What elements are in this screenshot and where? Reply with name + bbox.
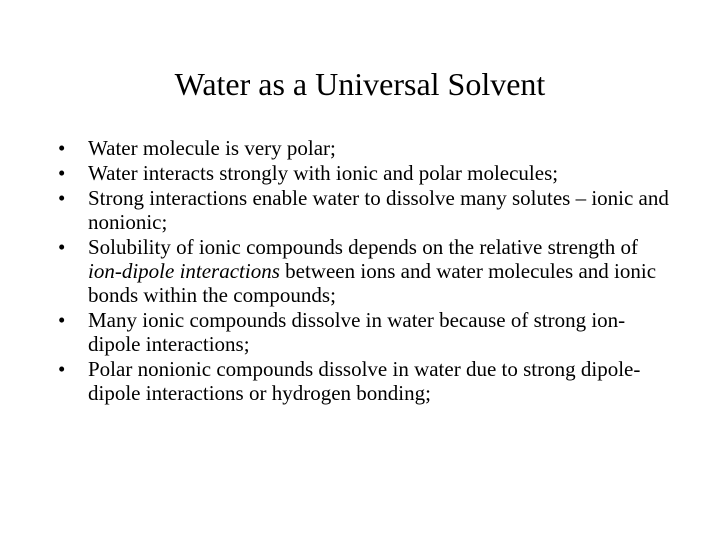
bullet-text: Solubility of ionic compounds depends on the relative strength of bbox=[88, 235, 638, 259]
bullet-text: Water interacts strongly with ionic and polar molecules; bbox=[88, 161, 559, 185]
bullet-item bbox=[56, 186, 676, 234]
bullet-list bbox=[56, 136, 676, 406]
bullet-text: Polar nonionic compounds dissolve in water due to strong dipole-dipole interactions or hydrogen bonding; bbox=[88, 357, 641, 405]
bullet-marker: • bbox=[58, 357, 66, 381]
bullet-marker: • bbox=[58, 161, 66, 185]
slide-title: Water as a Universal Solvent bbox=[174, 66, 546, 102]
bullet-text-emphasis: ion-dipole interactions bbox=[88, 259, 280, 283]
bullet-item bbox=[56, 136, 676, 160]
bullet-text: Water molecule is very polar; bbox=[88, 136, 336, 160]
bullet-text: Strong interactions enable water to dissolve many solutes – ionic and nonionic; bbox=[88, 186, 669, 234]
bullet-item bbox=[56, 357, 676, 405]
bullet-text: between ions and water molecules and ionic bonds within the compounds; bbox=[88, 259, 657, 307]
bullet-marker: • bbox=[58, 186, 66, 210]
bullet-marker: • bbox=[58, 136, 66, 160]
bullet-item bbox=[56, 161, 676, 185]
bullet-text: Many ionic compounds dissolve in water because of strong ion-dipole interactions; bbox=[88, 308, 626, 356]
bullet-item bbox=[56, 308, 676, 356]
bullet-marker: • bbox=[58, 235, 66, 259]
bullet-item bbox=[56, 235, 676, 307]
bullet-marker: • bbox=[58, 308, 66, 332]
